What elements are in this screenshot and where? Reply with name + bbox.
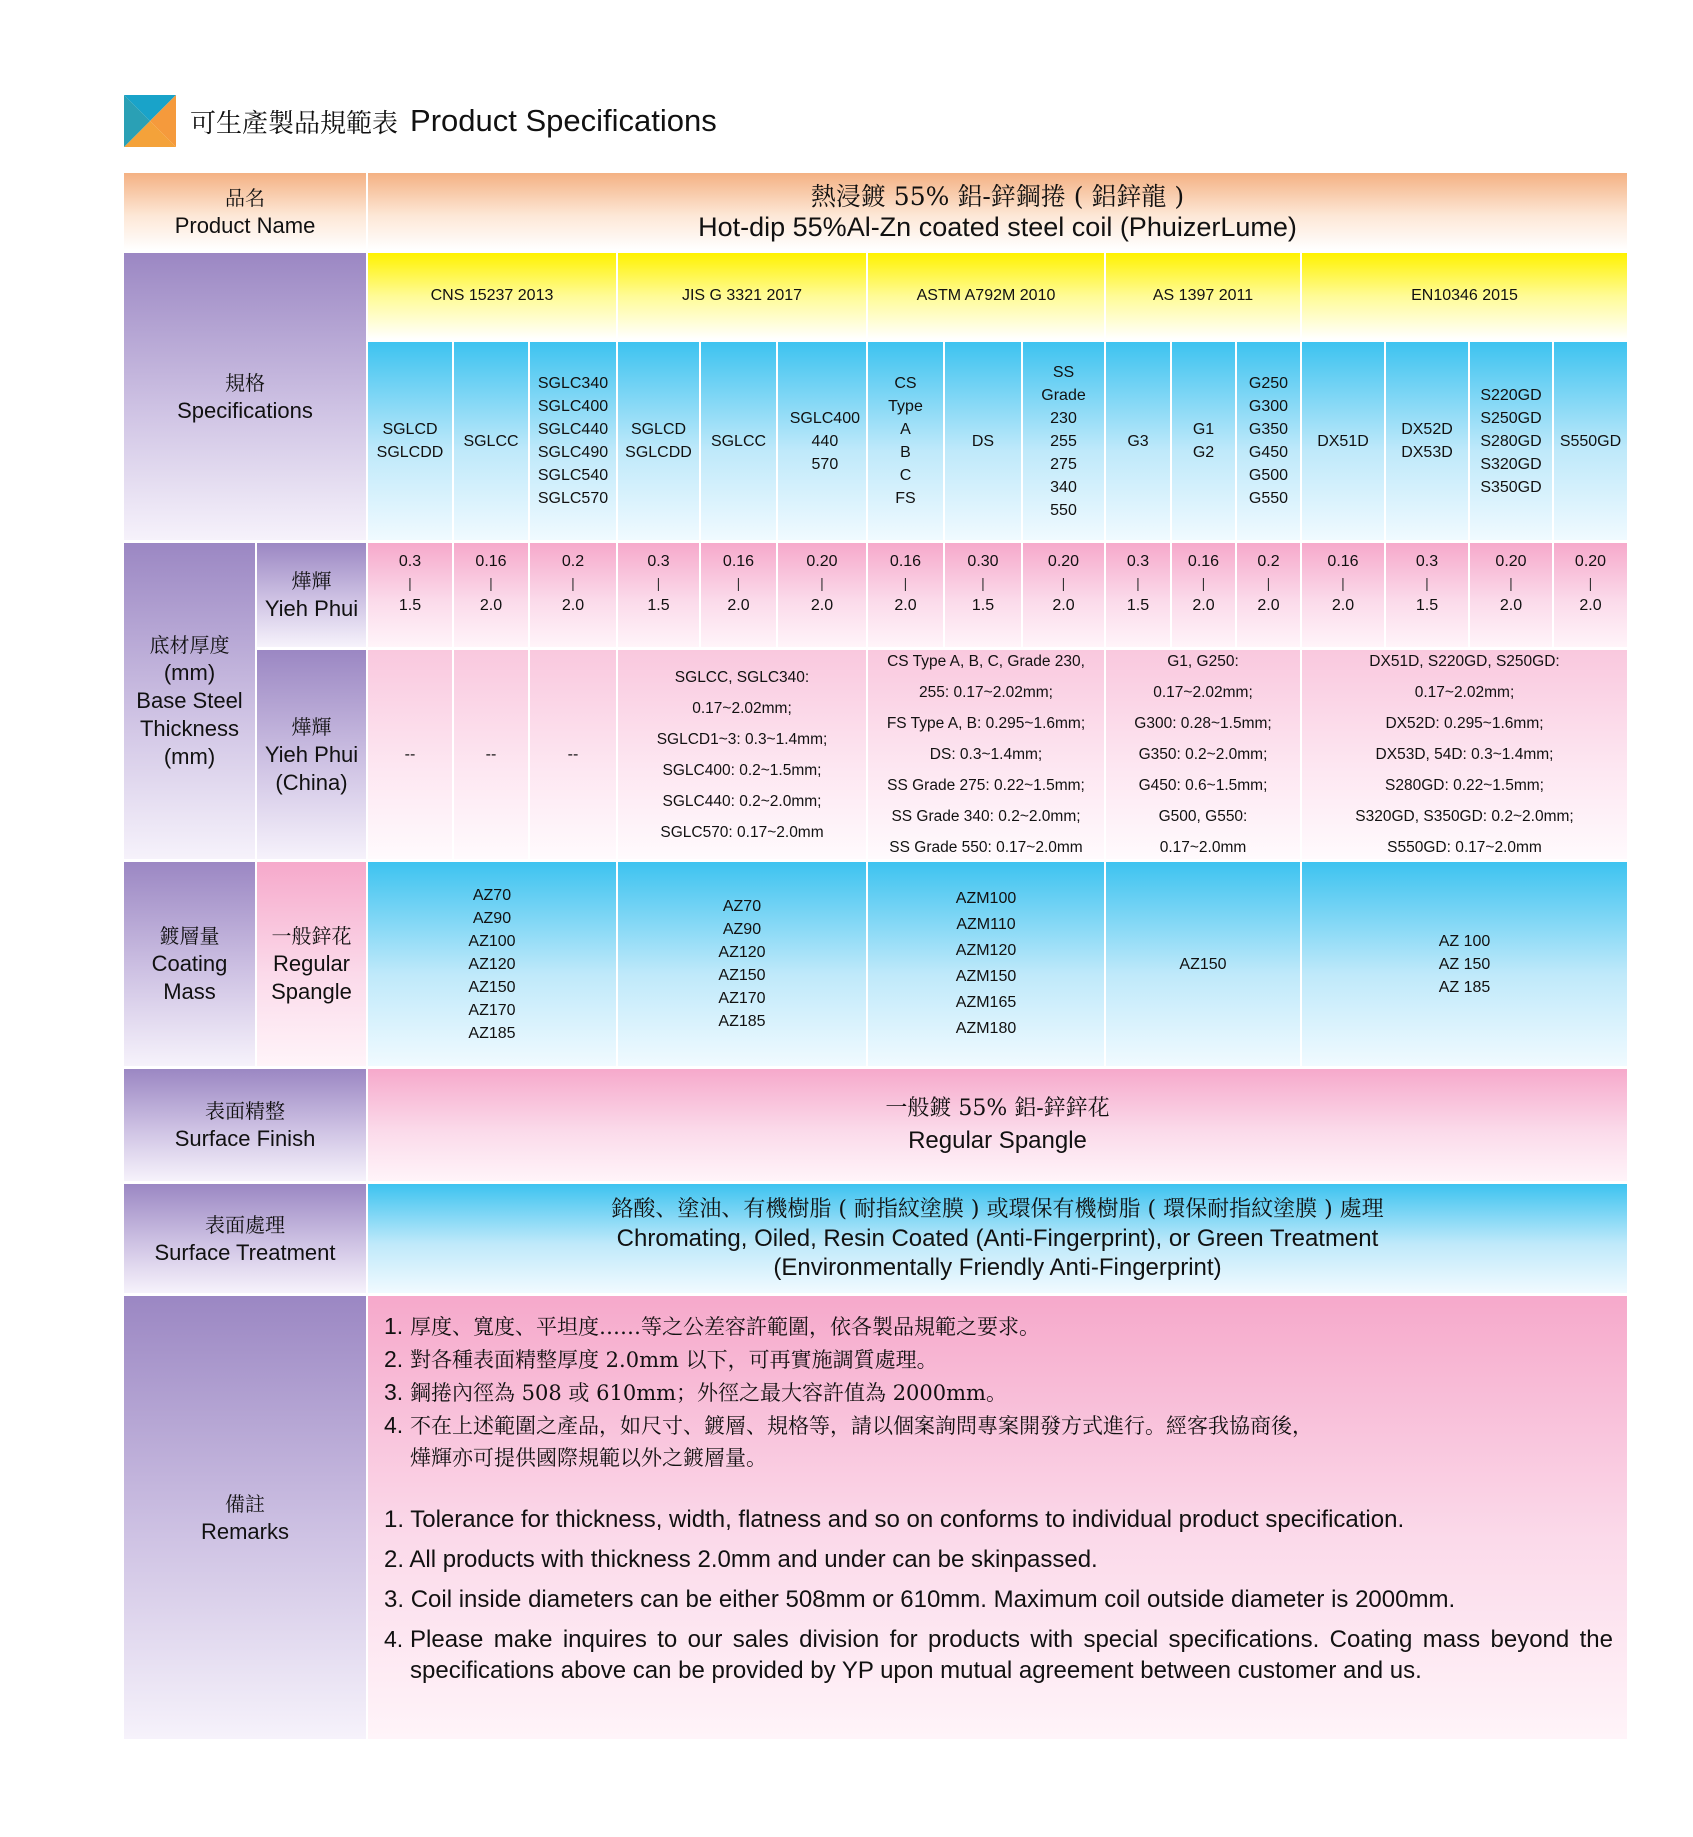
coating-en: AZ 100 AZ 150 AZ 185 xyxy=(1302,862,1627,1066)
spangle-label-en: Regular Spangle xyxy=(271,951,352,1004)
range-bar: | xyxy=(571,575,575,591)
remark-num: 4. xyxy=(384,1626,404,1652)
remarks-label-en: Remarks xyxy=(200,1518,289,1544)
yieh-phui-china-label-zh: 燁輝 xyxy=(291,714,332,739)
remark-num: 2. xyxy=(384,1346,404,1372)
china-as-cell: G1, G250: 0.17~2.02mm; G300: 0.28~1.5mm; G350: 0.2~2.0mm; G450: 0.6~1.5mm; G500, G550: 0.17~2.0mm xyxy=(1106,650,1300,859)
remarks-label-zh: 備註 xyxy=(225,1491,265,1516)
range-min: 0.20 xyxy=(806,553,838,570)
yieh-phui-china-label-en: Yieh Phui (China) xyxy=(264,741,359,795)
surface-treatment-label-zh: 表面處理 xyxy=(205,1212,285,1237)
range-max: 2.0 xyxy=(561,597,585,614)
specifications-label xyxy=(124,253,366,540)
remark-text: 對各種表面精整厚度 2.0mm 以下，可再實施調質處理。 xyxy=(410,1348,938,1372)
range-bar: | xyxy=(1509,575,1513,591)
china-astm-cell: CS Type A, B, C, Grade 230, 255: 0.17~2.02mm; FS Type A, B: 0.295~1.6mm; DS: 0.3~1.4mm; SS Grade 275: 0.22~1.5mm; SS Grade 340: 0.2~2.0mm; SS Grade 550: 0.17~2.0mm xyxy=(868,650,1104,859)
thickness-label xyxy=(124,543,255,859)
remark-text: Tolerance for thickness, width, flatness and so on conforms to individual product specification. xyxy=(410,1506,1405,1533)
range-bar: | xyxy=(903,575,908,591)
remark-en-item xyxy=(384,1584,1613,1615)
yieh-phui-label-en: Yieh Phui xyxy=(264,596,359,621)
thickness-range xyxy=(1106,543,1170,647)
remark-num: 1. xyxy=(384,1506,405,1533)
thickness-range xyxy=(1386,543,1468,647)
grade-cell: SGLCD SGLCDD xyxy=(368,342,452,540)
product-name-zh: 熱浸鍍 55% 鋁-鋅鋼捲 ( 鋁鋅龍 ) xyxy=(810,181,1185,211)
thickness-range xyxy=(1023,543,1104,647)
coating-cns: AZ70 AZ90 AZ100 AZ120 AZ150 AZ170 AZ185 xyxy=(368,862,616,1066)
coating-label-zh: 鍍層量 xyxy=(159,924,220,948)
coating-label-en: Coating Mass xyxy=(151,951,228,1004)
range-bar: | xyxy=(1201,575,1206,591)
range-bar: | xyxy=(736,575,741,591)
surface-treatment-label xyxy=(124,1184,366,1293)
standard-astm: ASTM A792M 2010 xyxy=(868,253,1104,339)
grade-cell: SS Grade 230 255 275 340 550 xyxy=(1023,342,1104,540)
range-max: 2.0 xyxy=(1257,597,1280,614)
page-title-zh: 可生產製品規範表 xyxy=(190,108,399,139)
remark-en-item xyxy=(384,1624,1613,1686)
range-min: 0.3 xyxy=(1415,553,1439,570)
range-bar: | xyxy=(408,575,412,591)
range-min: 0.16 xyxy=(1187,553,1220,570)
range-bar: | xyxy=(1136,575,1140,591)
range-bar: | xyxy=(1266,575,1271,591)
grade-cell: DX51D xyxy=(1302,342,1384,540)
coating-as: AZ150 xyxy=(1106,862,1300,1066)
range-max: 1.5 xyxy=(1126,597,1150,614)
range-bar: | xyxy=(981,575,985,591)
range-bar: | xyxy=(1061,575,1066,591)
range-max: 1.5 xyxy=(398,597,422,614)
range-min: 0.16 xyxy=(1327,553,1359,570)
surface-finish-value xyxy=(368,1069,1627,1181)
china-jis-cell: SGLCC, SGLC340: 0.17~2.02mm; SGLCD1~3: 0.3~1.4mm; SGLC400: 0.2~1.5mm; SGLC440: 0.2~2.0mm; SGLC570: 0.17~2.0mm xyxy=(618,650,866,859)
grade-cell: CS Type A B C FS xyxy=(868,342,943,540)
yieh-phui-china-label xyxy=(257,650,366,859)
standard-en: EN10346 2015 xyxy=(1302,253,1627,339)
page-title-en: Product Specifications xyxy=(410,103,717,138)
range-bar: | xyxy=(1425,575,1429,591)
range-min: 0.30 xyxy=(967,553,999,570)
grade-cell: G3 xyxy=(1106,342,1170,540)
grade-cell: G1 G2 xyxy=(1172,342,1235,540)
remark-text: All products with thickness 2.0mm and under can be skinpassed. xyxy=(409,1546,1098,1573)
range-min: 0.20 xyxy=(1574,553,1607,570)
page-heading xyxy=(124,94,717,148)
remark-zh-item xyxy=(384,1409,1313,1474)
grade-cell: SGLC340 SGLC400 SGLC440 SGLC490 SGLC540 SGLC570 xyxy=(530,342,616,540)
thickness-range xyxy=(368,543,452,647)
remarks-en-list xyxy=(384,1504,1613,1695)
surface-finish-label-en: Surface Finish xyxy=(174,1126,316,1151)
remark-text: Please make inquires to our sales division for products with special specifications. Coating mass beyond the specifications above can be provided by YP upon mutual agreement between customer and us. xyxy=(410,1626,1613,1684)
spangle-label-zh: 一般鋅花 xyxy=(271,924,352,948)
range-max: 2.0 xyxy=(479,597,503,614)
surface-finish-en: Regular Spangle xyxy=(908,1127,1087,1154)
range-min: 0.3 xyxy=(647,553,670,570)
surface-finish-label xyxy=(124,1069,366,1181)
thickness-label-en: (mm) Base Steel Thickness (mm) xyxy=(136,660,243,769)
china-cns-cell: -- xyxy=(454,650,528,859)
range-max: 1.5 xyxy=(647,597,670,614)
range-min: 0.2 xyxy=(561,553,585,570)
thickness-label-zh: 底材厚度 xyxy=(149,633,230,657)
specifications-label-zh: 規格 xyxy=(225,370,265,395)
range-max: 2.0 xyxy=(1499,597,1523,614)
surface-finish-zh: 一般鍍 55% 鋁-鋅鋅花 xyxy=(885,1096,1110,1121)
thickness-range xyxy=(1554,543,1627,647)
remark-text: 厚度、寬度、平坦度……等之公差容許範圍，依各製品規範之要求。 xyxy=(410,1315,1040,1339)
grade-cell: SGLCC xyxy=(454,342,528,540)
range-max: 2.0 xyxy=(810,597,834,614)
range-max: 2.0 xyxy=(727,597,750,614)
range-max: 2.0 xyxy=(1192,597,1215,614)
thickness-range xyxy=(945,543,1021,647)
remark-text: 鋼捲內徑為 508 或 610mm；外徑之最大容許值為 2000mm。 xyxy=(410,1381,1007,1405)
range-max: 2.0 xyxy=(1331,597,1355,614)
product-name-value xyxy=(368,173,1627,250)
product-name-label-en: Product Name xyxy=(174,212,316,238)
grade-cell: G250 G300 G350 G450 G500 G550 xyxy=(1237,342,1300,540)
remark-en-item xyxy=(384,1504,1613,1535)
range-min: 0.20 xyxy=(1047,553,1080,570)
remark-zh-item xyxy=(384,1376,1313,1409)
thickness-range xyxy=(454,543,528,647)
range-bar: | xyxy=(1588,575,1593,591)
thickness-range xyxy=(530,543,616,647)
grade-cell: SGLC400 440 570 xyxy=(778,342,866,540)
range-max: 2.0 xyxy=(894,597,917,614)
coating-jis: AZ70 AZ90 AZ120 AZ150 AZ170 AZ185 xyxy=(618,862,866,1066)
range-bar: | xyxy=(489,575,493,591)
range-min: 0.16 xyxy=(889,553,922,570)
remarks-label xyxy=(124,1296,366,1739)
grade-cell: DX52D DX53D xyxy=(1386,342,1468,540)
remarks-zh-list xyxy=(384,1310,1313,1474)
thickness-range xyxy=(1302,543,1384,647)
range-min: 0.2 xyxy=(1257,553,1280,570)
thickness-range xyxy=(868,543,943,647)
thickness-range xyxy=(618,543,699,647)
thickness-range xyxy=(778,543,866,647)
remarks-content xyxy=(368,1296,1627,1739)
remark-zh-item xyxy=(384,1310,1313,1343)
china-cns-cell: -- xyxy=(368,650,452,859)
product-name-en: Hot-dip 55%Al-Zn coated steel coil (PhuizerLume) xyxy=(698,211,1297,242)
remark-num: 4. xyxy=(384,1412,404,1438)
surface-treatment-en-1: Chromating, Oiled, Resin Coated (Anti-Fingerprint), or Green Treatment xyxy=(616,1224,1379,1252)
standard-as: AS 1397 2011 xyxy=(1106,253,1300,339)
yieh-phui-label xyxy=(257,543,366,647)
standard-cns: CNS 15237 2013 xyxy=(368,253,616,339)
surface-treatment-en-2: (Environmentally Friendly Anti-Fingerprint) xyxy=(773,1253,1222,1281)
thickness-range xyxy=(1172,543,1235,647)
product-name-label xyxy=(124,173,366,250)
grade-cell: S220GD S250GD S280GD S320GD S350GD xyxy=(1470,342,1552,540)
thickness-range xyxy=(701,543,776,647)
spec-table xyxy=(124,173,1622,1715)
range-min: 0.3 xyxy=(398,553,422,570)
china-en-cell: DX51D, S220GD, S250GD: 0.17~2.02mm; DX52D: 0.295~1.6mm; DX53D, 54D: 0.3~1.4mm; S280GD: 0.22~1.5mm; S320GD, S350GD: 0.2~2.0mm; S550GD: 0.17~2.0mm xyxy=(1302,650,1627,859)
remark-num: 3. xyxy=(384,1586,405,1613)
remark-num: 2. xyxy=(384,1546,405,1573)
range-max: 1.5 xyxy=(971,597,995,614)
remark-num: 3. xyxy=(384,1379,404,1405)
remark-zh-item xyxy=(384,1343,1313,1376)
range-bar: | xyxy=(1341,575,1345,591)
yieh-phui-label-zh: 燁輝 xyxy=(291,569,332,593)
range-max: 2.0 xyxy=(1579,597,1602,614)
range-min: 0.3 xyxy=(1126,553,1150,570)
range-max: 2.0 xyxy=(1052,597,1075,614)
standard-jis: JIS G 3321 2017 xyxy=(618,253,866,339)
remark-text-cont: 燁輝亦可提供國際規範以外之鍍層量。 xyxy=(410,1446,767,1470)
range-bar: | xyxy=(656,575,661,591)
china-cns-cell: -- xyxy=(530,650,616,859)
range-min: 0.16 xyxy=(722,553,755,570)
surface-finish-label-zh: 表面精整 xyxy=(205,1099,285,1123)
grade-cell: DS xyxy=(945,342,1021,540)
range-min: 0.16 xyxy=(475,553,507,570)
product-name-label-zh: 品名 xyxy=(225,185,265,210)
remark-num: 1. xyxy=(384,1313,404,1339)
range-bar: | xyxy=(820,575,824,591)
range-max: 1.5 xyxy=(1415,597,1439,614)
surface-treatment-zh: 鉻酸、塗油、有機樹脂 ( 耐指紋塗膜 ) 或環保有機樹脂 ( 環保耐指紋塗膜 ) 處理 xyxy=(611,1196,1384,1222)
remark-text: Coil inside diameters can be either 508mm or 610mm. Maximum coil outside diameter is 2000mm. xyxy=(410,1586,1456,1613)
remark-text: 不在上述範圍之產品，如尺寸、鍍層、規格等，請以個案詢問專案開發方式進行。經客我協商後， xyxy=(410,1414,1313,1438)
surface-treatment-label-en: Surface Treatment xyxy=(154,1239,336,1265)
surface-treatment-value xyxy=(368,1184,1627,1293)
remark-en-item xyxy=(384,1544,1613,1575)
thickness-range xyxy=(1470,543,1552,647)
grade-cell: S550GD xyxy=(1554,342,1627,540)
coating-label xyxy=(124,862,255,1066)
grade-cell: SGLCC xyxy=(701,342,776,540)
range-min: 0.20 xyxy=(1495,553,1527,570)
coating-astm: AZM100 AZM110 AZM120 AZM150 AZM165 AZM180 xyxy=(868,862,1104,1066)
coating-spangle-label xyxy=(257,862,366,1066)
thickness-range xyxy=(1237,543,1300,647)
specifications-label-en: Specifications xyxy=(177,397,313,423)
company-logo-icon xyxy=(124,95,176,147)
grade-cell: SGLCD SGLCDD xyxy=(618,342,699,540)
